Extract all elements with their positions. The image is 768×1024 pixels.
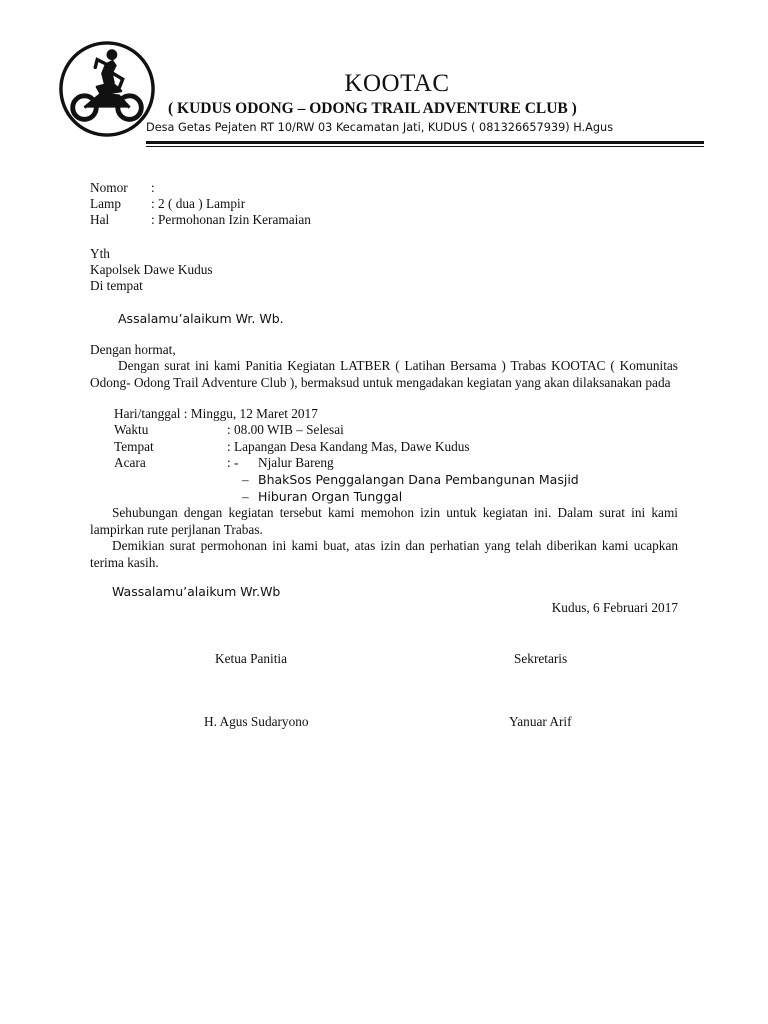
salutation: Assalamu’alaikum Wr. Wb. [118,311,284,326]
meta-label-hal: Hal [90,212,110,227]
meta-label-lamp: Lamp [90,196,122,211]
event-time-label: Waktu [114,422,149,437]
closing-paragraph: Demikian surat permohonan ini kami buat, atas izin dan perhatian yang telah diberikan kami ucapkan terima kasih. [90,538,678,570]
signature-role: Ketua Panitia [215,651,288,666]
event-place-label: Tempat [114,439,154,454]
agenda-bullet: – [242,489,249,504]
body-intro: Dengan surat ini kami Panitia Kegiatan LATBER ( Latihan Bersama ) Trabas KOOTAC ( Komunitas Odong- Odong Trail Adventure Club ), bermaksud untuk mengadakan kegiatan yang akan dilaksanakan pada [90,358,678,390]
recipient-line: Yth [90,246,110,261]
org-full-name: ( KUDUS ODONG – ODONG TRAIL ADVENTURE CLUB ) [168,100,577,117]
agenda-item: Hiburan Organ Tunggal [258,489,403,504]
recipient-line: Di tempat [90,278,143,293]
agenda-item: Njalur Bareng [258,455,334,470]
event-time-value: : 08.00 WIB – Selesai [227,422,344,437]
meta-value-lamp: : 2 ( dua ) Lampir [151,196,246,211]
signature-name: Yanuar Arif [509,714,572,729]
recipient-line: Kapolsek Dawe Kudus [90,262,213,277]
letterhead-divider-thin [146,146,704,147]
agenda-item: BhakSos Penggalangan Dana Pembangunan Masjid [258,472,579,487]
event-agenda-label: Acara [114,455,146,470]
org-address: Desa Getas Pejaten RT 10/RW 03 Kecamatan Jati, KUDUS ( 081326657939) H.Agus [146,121,614,134]
meta-value-hal: : Permohonan Izin Keramaian [151,212,311,227]
signature-name: H. Agus Sudaryono [204,714,309,729]
event-date: Hari/tanggal : Minggu, 12 Maret 2017 [114,406,318,421]
place-date: Kudus, 6 Februari 2017 [551,600,678,615]
event-agenda-colon: : - [227,455,239,470]
meta-value-nomor: : [151,180,155,195]
closing-salutation: Wassalamu’alaikum Wr.Wb [112,584,281,599]
agenda-bullet: – [242,472,249,487]
greeting: Dengan hormat, [90,342,176,357]
signature-role: Sekretaris [514,651,568,666]
meta-label-nomor: Nomor [90,180,128,195]
request-paragraph: Sehubungan dengan kegiatan tersebut kami memohon izin untuk kegiatan ini. Dalam surat ini kami lampirkan rute perjlanan Trabas. [90,505,678,537]
event-place-value: : Lapangan Desa Kandang Mas, Dawe Kudus [227,439,470,454]
org-name: KOOTAC [344,70,450,97]
letterhead-divider [146,141,704,144]
